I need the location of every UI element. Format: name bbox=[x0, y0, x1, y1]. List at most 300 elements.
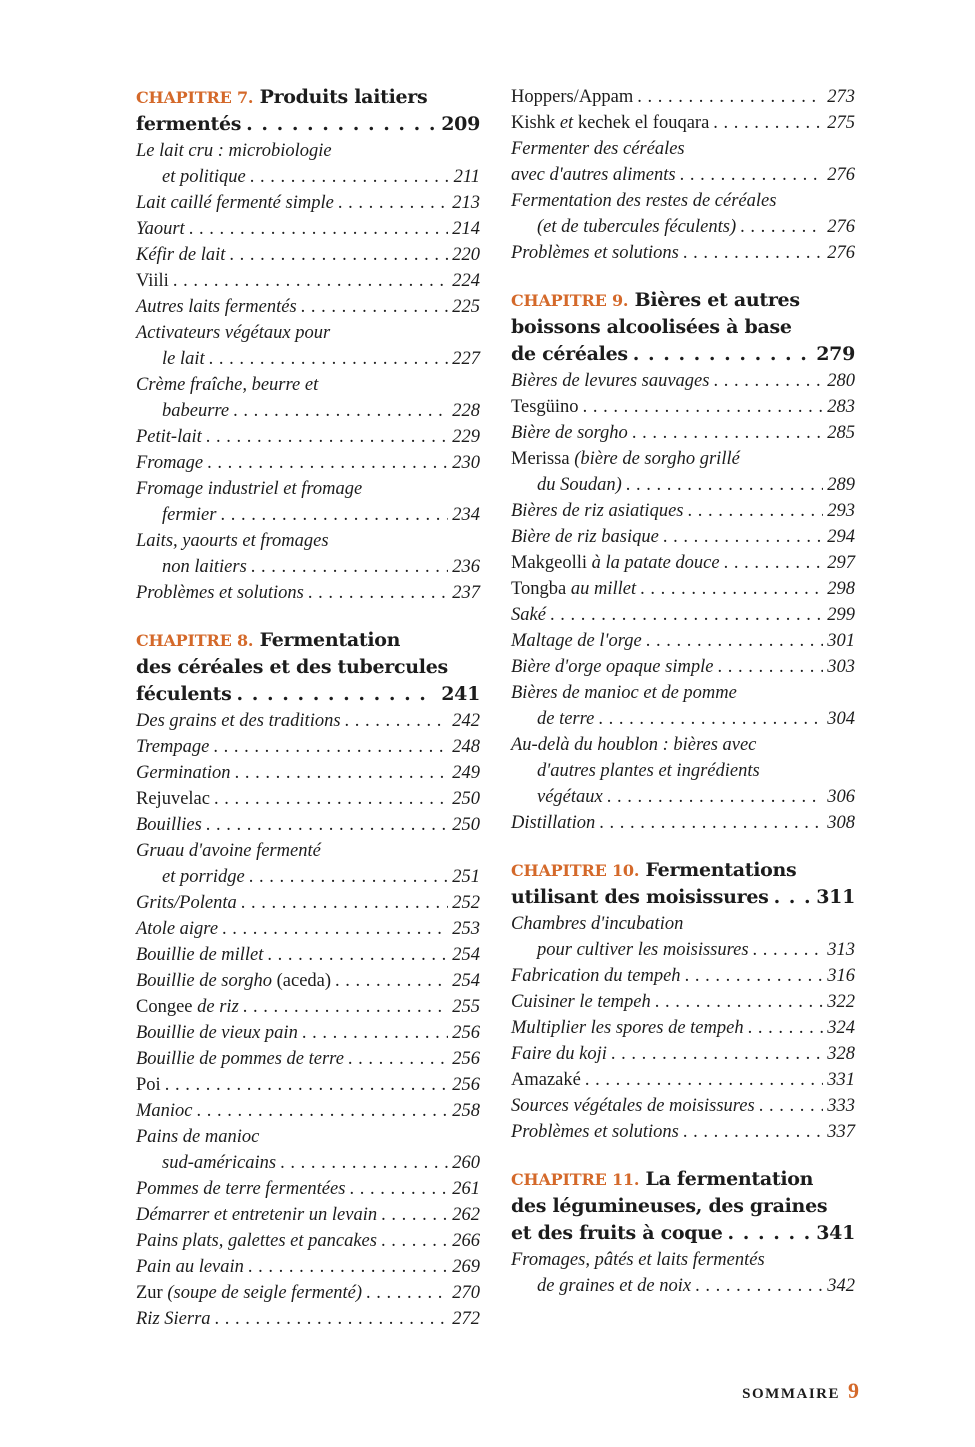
toc-entry bbox=[511, 1067, 855, 1093]
dot-leader bbox=[197, 1098, 449, 1124]
entry-title-part: Fabrication du tempeh bbox=[511, 966, 681, 986]
entry-title-part: Tesgüino bbox=[511, 397, 579, 417]
dot-leader bbox=[206, 812, 448, 838]
entry-page-number: 299 bbox=[827, 605, 855, 625]
entry-page-number: 228 bbox=[452, 401, 480, 421]
entry-title bbox=[162, 554, 247, 580]
toc-entry bbox=[136, 372, 480, 424]
entry-title bbox=[136, 1254, 244, 1280]
entry-title-part: sud-américains bbox=[162, 1153, 277, 1173]
entry-title bbox=[162, 164, 246, 190]
toc-entry bbox=[136, 216, 480, 242]
entry-title-part: et bbox=[559, 113, 578, 133]
entry-title bbox=[511, 368, 709, 394]
entry-line bbox=[136, 1020, 480, 1046]
dot-leader bbox=[381, 1228, 448, 1254]
toc-entry bbox=[511, 420, 855, 446]
toc-entry bbox=[511, 911, 855, 963]
entry-title bbox=[511, 911, 683, 937]
chapter-title-line bbox=[511, 884, 855, 911]
entry-title bbox=[511, 576, 636, 602]
entry-title bbox=[537, 937, 749, 963]
entry-title-part: Trempage bbox=[136, 737, 210, 757]
toc-entry bbox=[136, 1280, 480, 1306]
dot-leader bbox=[640, 576, 823, 602]
entry-title bbox=[511, 654, 713, 680]
entry-line bbox=[136, 346, 480, 372]
entry-title-part: Pains plats, galettes et pancakes bbox=[136, 1231, 377, 1251]
dot-leader bbox=[753, 937, 824, 963]
entry-page-number: 227 bbox=[452, 349, 480, 369]
dot-leader bbox=[248, 1254, 448, 1280]
entry-page-number: 276 bbox=[827, 243, 855, 263]
chapter-page-number: 279 bbox=[816, 343, 855, 365]
entry-line bbox=[511, 214, 855, 240]
entry-line bbox=[136, 786, 480, 812]
toc-entry bbox=[136, 476, 480, 528]
dot-leader bbox=[229, 242, 448, 268]
entry-title bbox=[136, 838, 321, 864]
chapter-title-line bbox=[511, 314, 855, 341]
toc-entry bbox=[136, 890, 480, 916]
entry-page-number: 322 bbox=[827, 992, 855, 1012]
entry-title-part: Saké bbox=[511, 605, 546, 625]
entry-title bbox=[136, 268, 169, 294]
toc-entry bbox=[511, 136, 855, 188]
entry-page-number: 266 bbox=[452, 1231, 480, 1251]
dot-leader bbox=[713, 110, 823, 136]
entry-page-number: 289 bbox=[827, 475, 855, 495]
entry-page-number: 251 bbox=[452, 867, 480, 887]
entry-title bbox=[511, 240, 679, 266]
entry-page-number: 225 bbox=[452, 297, 480, 317]
dot-leader bbox=[748, 1015, 824, 1041]
entry-title-part: de riz bbox=[197, 997, 239, 1017]
entry-title-part: Riz Sierra bbox=[136, 1309, 211, 1329]
entry-title bbox=[136, 1202, 377, 1228]
chapter-title-line bbox=[136, 627, 480, 654]
entry-title bbox=[537, 1273, 691, 1299]
entry-page-number: 242 bbox=[452, 711, 480, 731]
toc-entry bbox=[511, 602, 855, 628]
entry-title-part: non laitiers bbox=[162, 557, 247, 577]
entry-line bbox=[136, 580, 480, 606]
entry-title bbox=[136, 812, 202, 838]
dot-leader bbox=[206, 424, 448, 450]
toc-entry bbox=[511, 394, 855, 420]
chapter-title-line bbox=[511, 341, 855, 368]
entry-line bbox=[511, 1273, 855, 1299]
entry-page-number: 333 bbox=[827, 1096, 855, 1116]
entry-title bbox=[511, 188, 776, 214]
dot-leader bbox=[233, 398, 448, 424]
entry-line bbox=[511, 1067, 855, 1093]
entry-title-part: de terre bbox=[537, 709, 595, 729]
chapter-title: Bières et autres bbox=[634, 289, 800, 311]
entry-title-part: Congee bbox=[136, 997, 198, 1017]
entry-page-number: 229 bbox=[452, 427, 480, 447]
entry-title-part: Petit-lait bbox=[136, 427, 202, 447]
entry-title-part: de graines et de noix bbox=[537, 1276, 692, 1296]
dot-leader bbox=[335, 968, 448, 994]
entry-line bbox=[511, 937, 855, 963]
entry-line bbox=[511, 680, 855, 706]
entry-title-part: Au-delà du houblon : bières avec bbox=[511, 735, 757, 755]
entry-title-part: Amazaké bbox=[511, 1070, 581, 1090]
entry-line bbox=[136, 838, 480, 864]
entry-page-number: 256 bbox=[452, 1049, 480, 1069]
entry-line bbox=[136, 424, 480, 450]
dot-leader bbox=[637, 84, 823, 110]
entry-title-part: au millet bbox=[570, 579, 637, 599]
entry-page-number: 298 bbox=[827, 579, 855, 599]
toc-entry bbox=[136, 786, 480, 812]
entry-title-part: Zur bbox=[136, 1283, 168, 1303]
entry-title-part: Merissa bbox=[511, 449, 575, 469]
entry-page-number: 316 bbox=[827, 966, 855, 986]
entry-page-number: 224 bbox=[452, 271, 480, 291]
toc-entry bbox=[511, 368, 855, 394]
dot-leader bbox=[687, 498, 823, 524]
entry-title bbox=[136, 1124, 259, 1150]
chapter-label: CHAPITRE 7. bbox=[136, 88, 254, 107]
dot-leader bbox=[728, 1220, 812, 1247]
dot-leader bbox=[214, 786, 448, 812]
toc-entry bbox=[136, 968, 480, 994]
entry-title bbox=[136, 216, 185, 242]
entry-line bbox=[136, 1228, 480, 1254]
entry-title-part: Gruau d'avoine fermenté bbox=[136, 841, 321, 861]
entry-title bbox=[537, 758, 760, 784]
dot-leader bbox=[220, 502, 448, 528]
entry-page-number: 236 bbox=[452, 557, 480, 577]
entry-title bbox=[511, 732, 756, 758]
toc-entry bbox=[511, 524, 855, 550]
entry-title-part: et politique bbox=[162, 167, 246, 187]
entry-page-number: 301 bbox=[827, 631, 855, 651]
dot-leader bbox=[215, 1306, 449, 1332]
entry-title bbox=[537, 472, 622, 498]
entry-page-number: 297 bbox=[827, 553, 855, 573]
entry-title bbox=[136, 708, 341, 734]
toc-entry bbox=[511, 628, 855, 654]
entry-title bbox=[136, 968, 331, 994]
entry-title-part: à la patate douce bbox=[591, 553, 720, 573]
entry-title bbox=[511, 162, 676, 188]
chapter-title-text bbox=[511, 1195, 827, 1217]
entry-title bbox=[136, 320, 330, 346]
entry-title bbox=[136, 1280, 362, 1306]
chapter-block bbox=[511, 1166, 855, 1299]
entry-line bbox=[511, 758, 855, 784]
toc-entry bbox=[511, 110, 855, 136]
entry-line bbox=[136, 190, 480, 216]
entry-title bbox=[511, 628, 642, 654]
entry-line bbox=[511, 84, 855, 110]
entry-title bbox=[511, 84, 633, 110]
dot-leader bbox=[267, 942, 448, 968]
chapter-page-number: 341 bbox=[816, 1222, 855, 1244]
entry-title-part: Makgeolli bbox=[511, 553, 592, 573]
entry-page-number: 260 bbox=[452, 1153, 480, 1173]
entry-line bbox=[511, 706, 855, 732]
dot-leader bbox=[243, 994, 448, 1020]
entry-page-number: 324 bbox=[827, 1018, 855, 1038]
entry-line bbox=[136, 1306, 480, 1332]
entry-line bbox=[136, 916, 480, 942]
toc-entry bbox=[136, 580, 480, 606]
entry-page-number: 273 bbox=[827, 87, 855, 107]
chapter-title-line bbox=[136, 681, 480, 708]
chapter-title: boissons alcoolisées à base bbox=[511, 316, 792, 338]
dot-leader bbox=[740, 214, 823, 240]
entry-title bbox=[511, 420, 628, 446]
entry-line bbox=[136, 760, 480, 786]
dot-leader bbox=[222, 916, 448, 942]
entry-title bbox=[162, 502, 216, 528]
entry-line bbox=[511, 498, 855, 524]
chapter-title-text bbox=[511, 1220, 723, 1247]
dot-leader bbox=[713, 368, 823, 394]
chapter-title-line bbox=[136, 111, 480, 138]
entry-title bbox=[511, 524, 659, 550]
entry-page-number: 328 bbox=[827, 1044, 855, 1064]
chapter-title-text bbox=[511, 884, 769, 911]
entry-title-part: Fermentation des restes de céréales bbox=[511, 191, 777, 211]
entry-page-number: 256 bbox=[452, 1023, 480, 1043]
entry-title bbox=[136, 1020, 298, 1046]
dot-leader bbox=[550, 602, 823, 628]
entry-title-part: Tongba bbox=[511, 579, 571, 599]
entry-title-part: (bière de sorgho grillé bbox=[574, 449, 740, 469]
chapter-title: Fermentations bbox=[645, 859, 797, 881]
entry-title bbox=[136, 242, 225, 268]
entry-page-number: 213 bbox=[452, 193, 480, 213]
entry-title bbox=[136, 294, 297, 320]
toc-entry bbox=[136, 1306, 480, 1332]
dot-leader bbox=[189, 216, 449, 242]
entry-title bbox=[136, 1228, 377, 1254]
toc-right-column bbox=[511, 84, 855, 1299]
entry-title-part: Fromages, pâtés et laits fermentés bbox=[511, 1250, 765, 1270]
entry-line bbox=[511, 446, 855, 472]
entry-line bbox=[511, 1041, 855, 1067]
chapter-title-line bbox=[511, 857, 855, 884]
dot-leader bbox=[663, 524, 823, 550]
entry-line bbox=[511, 1093, 855, 1119]
entry-title-part: (et de tubercules féculents) bbox=[537, 217, 737, 237]
toc-entry bbox=[136, 294, 480, 320]
entry-line bbox=[511, 963, 855, 989]
toc-entry bbox=[511, 446, 855, 498]
chapter-title: fermentés bbox=[136, 113, 242, 135]
entry-page-number: 283 bbox=[827, 397, 855, 417]
entry-title-part: Manioc bbox=[136, 1101, 193, 1121]
entry-line bbox=[511, 784, 855, 810]
entry-line bbox=[136, 1254, 480, 1280]
toc-entry bbox=[136, 916, 480, 942]
toc-entry bbox=[136, 708, 480, 734]
entry-line bbox=[511, 1119, 855, 1145]
entry-line bbox=[511, 110, 855, 136]
entry-title-part: Kéfir de lait bbox=[136, 245, 226, 265]
entry-title bbox=[136, 1098, 193, 1124]
entry-page-number: 276 bbox=[827, 165, 855, 185]
entry-title bbox=[162, 346, 205, 372]
dot-leader bbox=[598, 706, 823, 732]
chapter-title-text bbox=[511, 859, 796, 881]
entry-line bbox=[511, 989, 855, 1015]
entry-title bbox=[511, 136, 685, 162]
toc-entry bbox=[136, 1228, 480, 1254]
entry-line bbox=[136, 708, 480, 734]
entry-title-part: Distillation bbox=[511, 813, 596, 833]
chapter-block bbox=[136, 84, 480, 606]
dot-leader bbox=[165, 1072, 449, 1098]
entry-title bbox=[511, 1041, 607, 1067]
entry-title-part: Crème fraîche, beurre et bbox=[136, 375, 319, 395]
dot-leader bbox=[724, 550, 824, 576]
toc-entry bbox=[511, 498, 855, 524]
entry-title-part: Activateurs végétaux pour bbox=[136, 323, 331, 343]
entry-line bbox=[511, 732, 855, 758]
entry-title-part: Bière de sorgho bbox=[511, 423, 628, 443]
dot-leader bbox=[632, 420, 823, 446]
entry-title bbox=[511, 1067, 581, 1093]
entry-title bbox=[136, 424, 202, 450]
chapter-title: et des fruits à coque bbox=[511, 1222, 723, 1244]
toc-entry bbox=[136, 1124, 480, 1176]
toc-entry bbox=[511, 240, 855, 266]
chapter-title-line bbox=[511, 1220, 855, 1247]
toc-entry bbox=[136, 734, 480, 760]
chapter-title-line bbox=[136, 654, 480, 681]
entry-title bbox=[511, 446, 740, 472]
entry-title-part: Sources végétales de moisissures bbox=[511, 1096, 755, 1116]
toc-entry bbox=[136, 838, 480, 890]
entry-title-part: Yaourt bbox=[136, 219, 185, 239]
entry-title-part: fermier bbox=[162, 505, 217, 525]
entry-title bbox=[537, 214, 736, 240]
entry-title-part: Bouillie de pommes de terre bbox=[136, 1049, 344, 1069]
entry-page-number: 304 bbox=[827, 709, 855, 729]
entry-title-part: Des grains et des traditions bbox=[136, 711, 341, 731]
entry-line bbox=[136, 1098, 480, 1124]
entry-title-part: Hoppers/Appam bbox=[511, 87, 634, 107]
entry-title-part: pour cultiver les moisissures bbox=[537, 940, 749, 960]
entry-title-part: Chambres d'incubation bbox=[511, 914, 684, 934]
entry-line bbox=[511, 911, 855, 937]
dot-leader bbox=[680, 162, 824, 188]
chapter-title: Fermentation bbox=[259, 629, 401, 651]
dot-leader bbox=[717, 654, 823, 680]
entry-line bbox=[136, 734, 480, 760]
entry-page-number: 250 bbox=[452, 815, 480, 835]
chapter-page-number: 311 bbox=[816, 886, 855, 908]
entry-page-number: 254 bbox=[452, 971, 480, 991]
entry-line bbox=[136, 1072, 480, 1098]
entry-title bbox=[136, 580, 304, 606]
entry-page-number: 220 bbox=[452, 245, 480, 265]
entry-line bbox=[136, 502, 480, 528]
dot-leader bbox=[695, 1273, 823, 1299]
toc-entry bbox=[136, 320, 480, 372]
page-footer bbox=[725, 1378, 859, 1404]
dot-leader bbox=[381, 1202, 448, 1228]
dot-leader bbox=[774, 884, 812, 911]
toc-entry bbox=[511, 963, 855, 989]
entry-page-number: 313 bbox=[827, 940, 855, 960]
entry-title-part: avec d'autres aliments bbox=[511, 165, 676, 185]
entry-page-number: 337 bbox=[827, 1122, 855, 1142]
chapter-title-text bbox=[136, 86, 427, 108]
chapter-title-text bbox=[511, 1168, 813, 1190]
chapter-title-text bbox=[511, 316, 792, 338]
dot-leader bbox=[349, 1176, 448, 1202]
entry-title-part: (soupe de seigle fermenté) bbox=[167, 1283, 363, 1303]
entry-title-part: Fermenter des céréales bbox=[511, 139, 685, 159]
entry-line bbox=[136, 890, 480, 916]
toc-entry bbox=[136, 242, 480, 268]
entry-title-part: Le lait cru : microbiologie bbox=[136, 141, 332, 161]
entry-title-part: Maltage de l'orge bbox=[511, 631, 642, 651]
entry-title bbox=[136, 372, 318, 398]
entry-line bbox=[511, 576, 855, 602]
entry-line bbox=[136, 554, 480, 580]
dot-leader bbox=[607, 784, 824, 810]
entry-line bbox=[511, 1247, 855, 1273]
entry-title bbox=[136, 760, 231, 786]
entry-page-number: 234 bbox=[452, 505, 480, 525]
entry-page-number: 255 bbox=[452, 997, 480, 1017]
entry-title-part: et porridge bbox=[162, 867, 245, 887]
entry-line bbox=[511, 394, 855, 420]
entry-title bbox=[136, 942, 263, 968]
entry-title-part: du Soudan) bbox=[537, 475, 622, 495]
dot-leader bbox=[251, 554, 448, 580]
entry-line bbox=[511, 602, 855, 628]
toc-entry bbox=[511, 1247, 855, 1299]
entry-line bbox=[136, 1046, 480, 1072]
entry-title-part: Bières de levures sauvages bbox=[511, 371, 710, 391]
toc-entry bbox=[511, 989, 855, 1015]
dot-leader bbox=[338, 190, 448, 216]
dot-leader bbox=[683, 1119, 823, 1145]
toc-entry bbox=[136, 1202, 480, 1228]
toc-entry bbox=[511, 576, 855, 602]
entry-line bbox=[136, 942, 480, 968]
entry-line bbox=[511, 524, 855, 550]
chapter-label: CHAPITRE 8. bbox=[136, 631, 254, 650]
toc-entry bbox=[136, 1176, 480, 1202]
entry-title bbox=[162, 864, 245, 890]
entry-title bbox=[136, 528, 329, 554]
chapter-title: utilisant des moisissures bbox=[511, 886, 769, 908]
chapter-block bbox=[511, 287, 855, 836]
entry-title-part: Démarrer et entretenir un levain bbox=[136, 1205, 378, 1225]
entry-line bbox=[136, 294, 480, 320]
chapter-title: La fermentation bbox=[645, 1168, 814, 1190]
entry-line bbox=[136, 138, 480, 164]
chapter-heading bbox=[511, 287, 855, 368]
chapter-title: Produits laitiers bbox=[259, 86, 428, 108]
chapter-title-text bbox=[136, 681, 232, 708]
entry-title-part: Problèmes et solutions bbox=[511, 1122, 679, 1142]
entry-page-number: 294 bbox=[827, 527, 855, 547]
entry-title bbox=[511, 394, 579, 420]
dot-leader bbox=[345, 708, 449, 734]
toc-entry bbox=[136, 1020, 480, 1046]
